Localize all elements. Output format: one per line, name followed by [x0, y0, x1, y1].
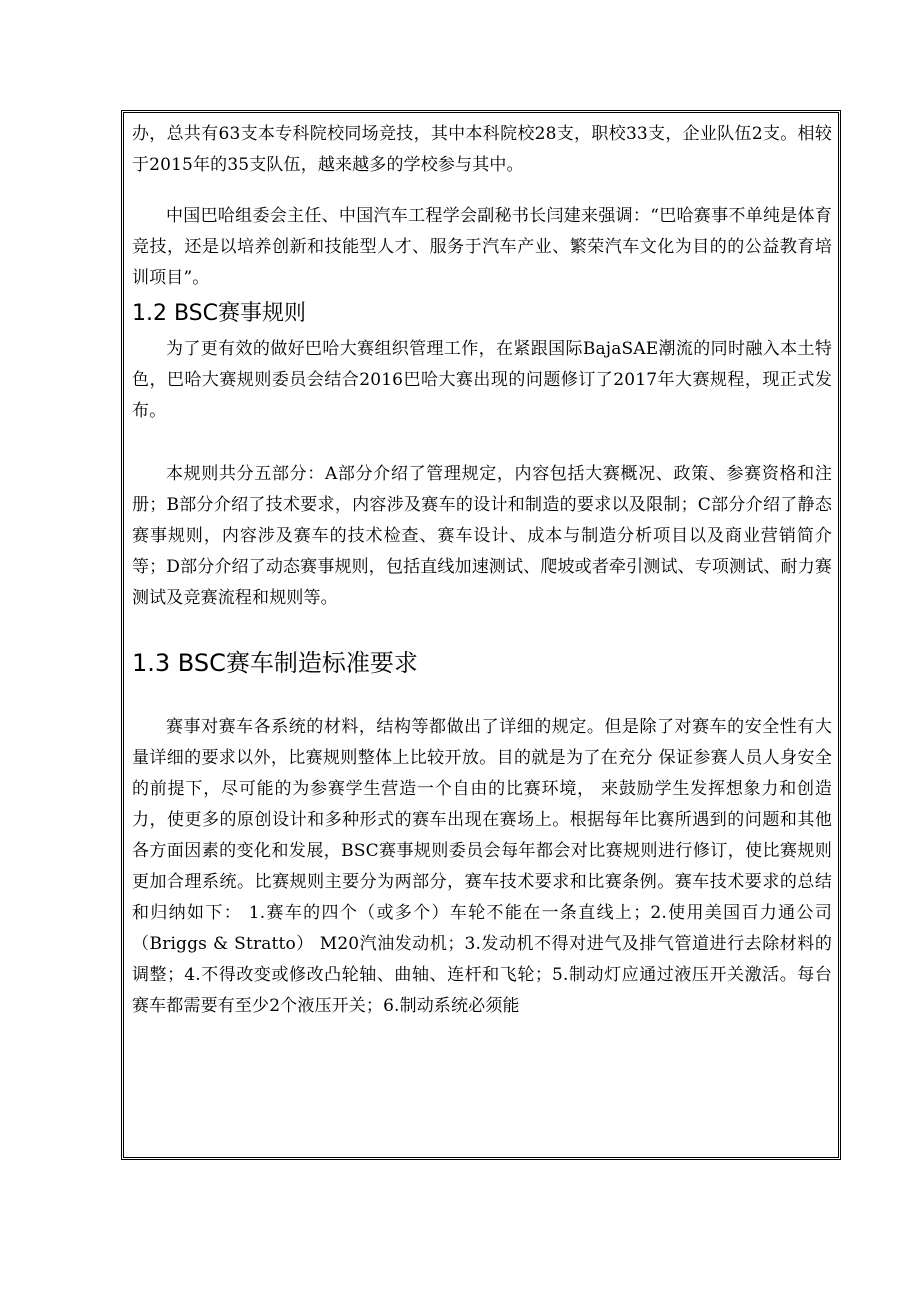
section-heading-1-2: 1.2 BSC赛事规则: [132, 301, 307, 326]
paragraph-standards: 赛事对赛车各系统的材料，结构等都做出了详细的规定。但是除了对赛车的安全性有大量详细的要求以外，比赛规则整体上比较开放。目的就是为了在充分 保证参赛人员人身安全的前提下，尽可能的为参赛学生营造一个自由的比赛环境， 来鼓励学生发挥想象力和创造力，使更多的原创设计和多种形式的赛车出现在赛场上。根据每年比赛所遇到的问题和其他各方面因素的变化和发展，BSC赛事规则委员会每年都会对比赛规则进行修订，使比赛规则更加合理系统。比赛规则主要分为两部分，赛车技术要求和比赛条例。赛车技术要求的总结和归纳如下： 1.赛车的四个（或多个）车轮不能在一条直线上；2.使用美国百力通公司（Briggs & Stratto） M20汽油发动机；3.发动机不得对进气及排气管道进行去除材料的调整；4.不得改变或修改凸轮轴、曲轴、连杆和飞轮；5.制动灯应通过液压开关激活。每台赛车都需要有至少2个液压开关；6.制动系统必须能: [132, 717, 832, 1016]
paragraph-rules-parts: 本规则共分五部分：A部分介绍了管理规定，内容包括大赛概况、政策、参赛资格和注册；B部分介绍了技术要求，内容涉及赛车的设计和制造的要求以及限制；C部分介绍了静态赛事规则，内容涉及赛车的技术检查、赛车设计、成本与制造分析项目以及商业营销简介等；D部分介绍了动态赛事规则，包括直线加速测试、爬坡或者牵引测试、专项测试、耐力赛测试及竞赛流程和规则等。: [132, 464, 832, 608]
document-frame: [121, 110, 841, 1160]
spacer: [132, 614, 832, 640]
paragraph-rules-intro: 为了更有效的做好巴哈大赛组织管理工作，在紧跟国际BajaSAE潮流的同时融入本土特色，巴哈大赛规则委员会结合2016巴哈大赛出现的问题修订了2017年大赛规程，现正式发布。: [132, 339, 832, 421]
document-body: [132, 119, 832, 1022]
spacer: [132, 181, 832, 201]
spacer: [132, 686, 832, 712]
paragraph-continuation: 办，总共有63支本专科院校同场竞技，其中本科院校28支，职校33支，企业队伍2支。相较于2015年的35支队伍，越来越多的学校参与其中。: [132, 124, 832, 175]
paragraph-quote: 中国巴哈组委会主任、中国汽车工程学会副秘书长闫建来强调：“巴哈赛事不单纯是体育竞技，还是以培养创新和技能型人才、服务于汽车产业、繁荣汽车文化为目的的公益教育培训项目”。: [132, 206, 832, 288]
spacer: [132, 427, 832, 459]
section-heading-1-3: 1.3 BSC赛车制造标准要求: [132, 649, 418, 677]
